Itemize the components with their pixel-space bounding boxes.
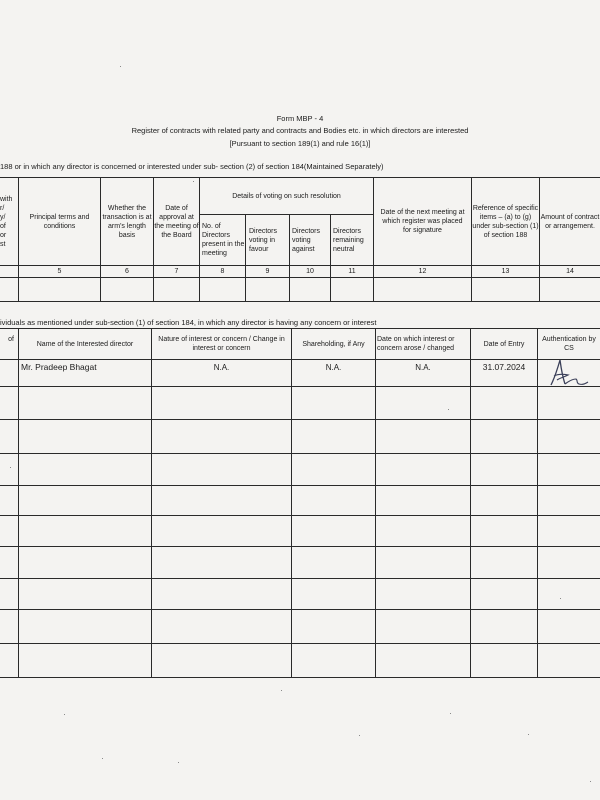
col-next-meeting: Date of the next meeting at which register was placed for signature bbox=[380, 209, 465, 234]
col-voting-against: Directors voting against bbox=[292, 227, 321, 253]
col-number: 7 bbox=[174, 268, 179, 275]
col-remaining-neutral: Directors remaining neutral bbox=[333, 227, 364, 253]
entry-date-value: 31.07.2024 bbox=[482, 361, 526, 372]
col-number: 9 bbox=[265, 268, 270, 275]
col-nature-of-interest: Nature of interest or concern / Change in interest or concern bbox=[158, 336, 285, 352]
part-a-caption: 188 or in which any director is concerned or interested under sub- section (2) of section 184(Maintained Separately) bbox=[0, 162, 384, 171]
col-number: 14 bbox=[566, 268, 574, 275]
col-date-interest-arose: Date on which interest or concern arose / changed bbox=[377, 336, 455, 352]
col-number: 8 bbox=[220, 268, 225, 275]
col-interested-director: Name of the Interested director bbox=[36, 340, 134, 348]
col-directors-present: No. of Directors present in the meeting bbox=[202, 223, 245, 257]
cs-signature bbox=[548, 357, 592, 389]
voting-details-header: Details of voting on such resolution bbox=[232, 192, 341, 200]
col-number: 6 bbox=[125, 268, 129, 275]
col-partial-of: of bbox=[8, 335, 14, 343]
col-number: 12 bbox=[418, 268, 427, 275]
date-arose-value: N.A. bbox=[415, 362, 431, 372]
col-principal-terms: Principal terms and conditions bbox=[29, 213, 90, 230]
col-number: 11 bbox=[348, 268, 356, 275]
col-amount: Amount of contract or arrangement. bbox=[540, 213, 600, 230]
register-title: Register of contracts with related party and contracts and Bodies etc. in which directors are interested bbox=[131, 126, 469, 135]
col-number: 10 bbox=[306, 268, 314, 275]
pursuant-line: [Pursuant to section 189(1) and rule 16(1)] bbox=[229, 139, 371, 148]
col-approval-date: Date of approval at the meeting of the Board bbox=[154, 204, 199, 239]
col-arms-length: Whether the transaction is at arm's length basis bbox=[102, 204, 152, 239]
col-reference-items: Reference of specific items – (a) to (g) under sub-section (1) of section 188 bbox=[472, 204, 539, 239]
col-number: 13 bbox=[501, 268, 510, 275]
nature-value: N.A. bbox=[213, 362, 230, 372]
director-name: Mr. Pradeep Bhagat bbox=[21, 361, 97, 372]
col-shareholding: Shareholding, if Any bbox=[302, 340, 365, 348]
col-authentication: Authentication by CS bbox=[542, 336, 596, 352]
col-voting-favour: Directors voting in favour bbox=[249, 227, 278, 253]
col-number: 5 bbox=[57, 268, 62, 275]
form-title: Form MBP - 4 bbox=[276, 114, 324, 123]
shareholding-value: N.A. bbox=[325, 362, 342, 372]
col-date-of-entry: Date of Entry bbox=[483, 340, 525, 348]
col-partial-first: with r/ y/ of or st bbox=[0, 195, 13, 248]
part-b-caption: ividuals as mentioned under sub-section (1) of section 184, in which any director is having any concern or interest bbox=[0, 318, 377, 327]
